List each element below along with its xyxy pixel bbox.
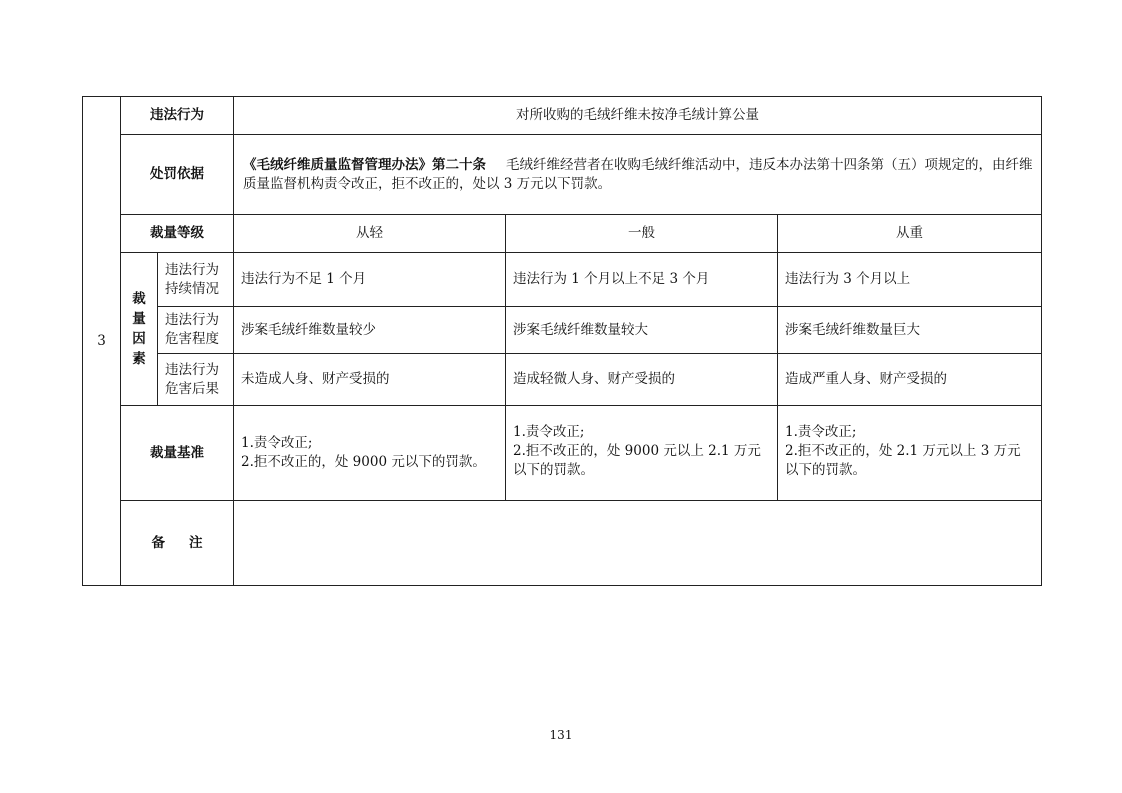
factor-label-line: 危害后果 [165, 380, 219, 397]
standard-light [234, 406, 506, 501]
standard-line: 1.责令改正; [241, 435, 313, 451]
factor-value: 造成严重人身、财产受损的 [778, 354, 1042, 406]
factor-label-line: 违法行为 [165, 261, 219, 278]
factor-label-line: 违法行为 [165, 312, 219, 328]
remarks-text [234, 501, 1042, 586]
standard-normal [506, 406, 778, 501]
factor-value: 违法行为 3 个月以上 [778, 253, 1042, 307]
basis-text: 毛绒纤维经营者在收购毛绒纤维活动中，违反本办法第十四条第（五）项规定的，由纤维质量监督机构责令改正，拒不改正的，处以 3 万元以下罚款。 [243, 156, 1033, 192]
factor-label-consequence [158, 354, 234, 406]
violation-text: 对所收购的毛绒纤维未按净毛绒计算公量 [234, 97, 1042, 135]
factors-char: 裁 [132, 291, 146, 307]
remarks-char: 备 [151, 534, 165, 551]
standard-label: 裁量基准 [121, 406, 234, 501]
basis-cell [234, 135, 1042, 215]
factor-value: 涉案毛绒纤维数量较大 [506, 307, 778, 354]
standard-line: 1.责令改正; [513, 424, 585, 440]
factor-value: 违法行为 1 个月以上不足 3 个月 [506, 253, 778, 307]
level-heavy: 从重 [778, 215, 1042, 253]
standard-line: 2.拒不改正的，处 9000 元以下的罚款。 [241, 454, 486, 470]
factor-label-degree [158, 307, 234, 354]
level-normal: 一般 [506, 215, 778, 253]
factor-value: 违法行为不足 1 个月 [234, 253, 506, 307]
standard-line: 1.责令改正; [785, 424, 857, 440]
factor-label-line: 持续情况 [165, 280, 219, 297]
factor-label-duration [158, 253, 234, 307]
factor-value: 涉案毛绒纤维数量较少 [234, 307, 506, 354]
page-number: 131 [549, 728, 573, 742]
factor-label-line: 危害程度 [165, 331, 219, 347]
violation-row [83, 97, 1042, 135]
remarks-row [83, 501, 1042, 586]
levels-label: 裁量等级 [121, 215, 234, 253]
factors-char: 因 [132, 331, 146, 347]
penalty-table [82, 96, 1042, 586]
standard-row [83, 406, 1042, 501]
levels-row [83, 215, 1042, 253]
factors-char: 素 [132, 351, 146, 367]
factor-value: 涉案毛绒纤维数量巨大 [778, 307, 1042, 354]
remarks-char: 注 [189, 534, 203, 551]
factors-char: 量 [132, 311, 146, 327]
level-light: 从轻 [234, 215, 506, 253]
factor-row-degree [83, 307, 1042, 354]
basis-title: 《毛绒纤维质量监督管理办法》第二十条 [243, 156, 486, 173]
row-number: 3 [83, 97, 121, 586]
standard-line: 2.拒不改正的，处 9000 元以上 2.1 万元以下的罚款。 [513, 443, 761, 478]
violation-label: 违法行为 [121, 97, 234, 135]
factor-value: 未造成人身、财产受损的 [234, 354, 506, 406]
basis-label: 处罚依据 [121, 135, 234, 215]
remarks-label [121, 501, 234, 586]
factors-group-label [121, 253, 158, 406]
factor-row-duration [83, 253, 1042, 307]
basis-row [83, 135, 1042, 215]
standard-line: 2.拒不改正的，处 2.1 万元以上 3 万元以下的罚款。 [785, 443, 1021, 478]
factor-value: 造成轻微人身、财产受损的 [506, 354, 778, 406]
standard-heavy [778, 406, 1042, 501]
factor-row-consequence [83, 354, 1042, 406]
factor-label-line: 违法行为 [165, 361, 219, 378]
